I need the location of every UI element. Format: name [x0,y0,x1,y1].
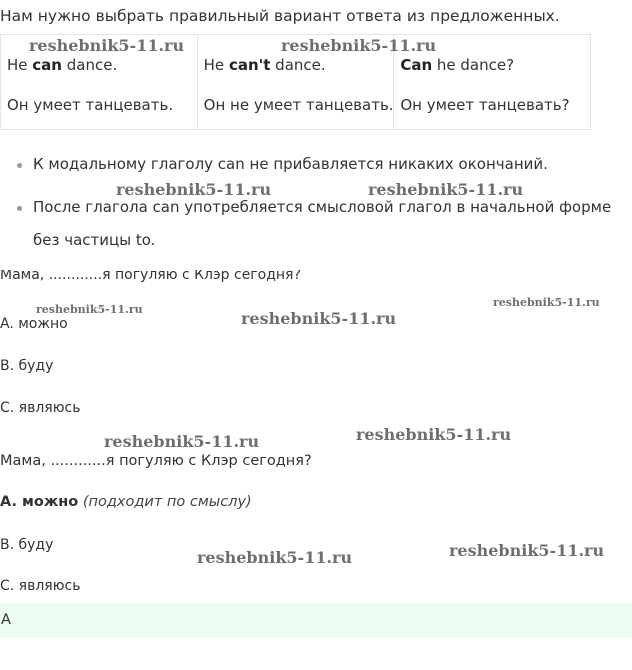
rule-item: К модальному глаголу can не прибавляется никаких окончаний. [33,155,548,173]
watermark: reshebnik5-11.ru [197,548,353,567]
watermark: reshebnik5-11.ru [116,180,272,199]
table-cell: Can he dance? Он умеет танцевать? [394,35,591,130]
option-c: C. являюсь [0,400,81,416]
answer-option-a: A. можно (подходит по смыслу) [0,494,252,510]
watermark: reshebnik5-11.ru [36,303,143,316]
final-answer: A [1,612,11,628]
watermark: reshebnik5-11.ru [104,432,260,451]
watermark: reshebnik5-11.ru [29,36,185,55]
question-text: Мама, ............я погуляю с Клэр сегодня? [0,453,312,469]
final-answer-bar [0,603,632,638]
bullet-dot-icon [17,206,22,211]
watermark: reshebnik5-11.ru [241,309,397,328]
rule-item-continuation: без частицы to. [33,231,156,249]
watermark: reshebnik5-11.ru [368,180,524,199]
rule-item: После глагола can употребляется смысловой глагол в начальной форме [33,198,612,216]
answer-option-b: B. буду [0,537,54,553]
watermark: reshebnik5-11.ru [493,296,600,309]
answer-option-c: C. являюсь [0,578,81,594]
table-cell: He can dance. Он умеет танцевать. [1,35,198,130]
watermark: reshebnik5-11.ru [281,36,437,55]
intro-text: Нам нужно выбрать правильный вариант ответа из предложенных. [0,7,560,25]
option-a: A. можно [0,316,68,332]
table-cell: He can't dance. Он не умеет танцевать. [197,35,394,130]
watermark: reshebnik5-11.ru [356,425,512,444]
option-b: B. буду [0,358,54,374]
bullet-dot-icon [17,163,22,168]
question-cut-off: Мама, ............я погуляю с Клэр сегодня? [0,270,301,283]
watermark: reshebnik5-11.ru [449,541,605,560]
